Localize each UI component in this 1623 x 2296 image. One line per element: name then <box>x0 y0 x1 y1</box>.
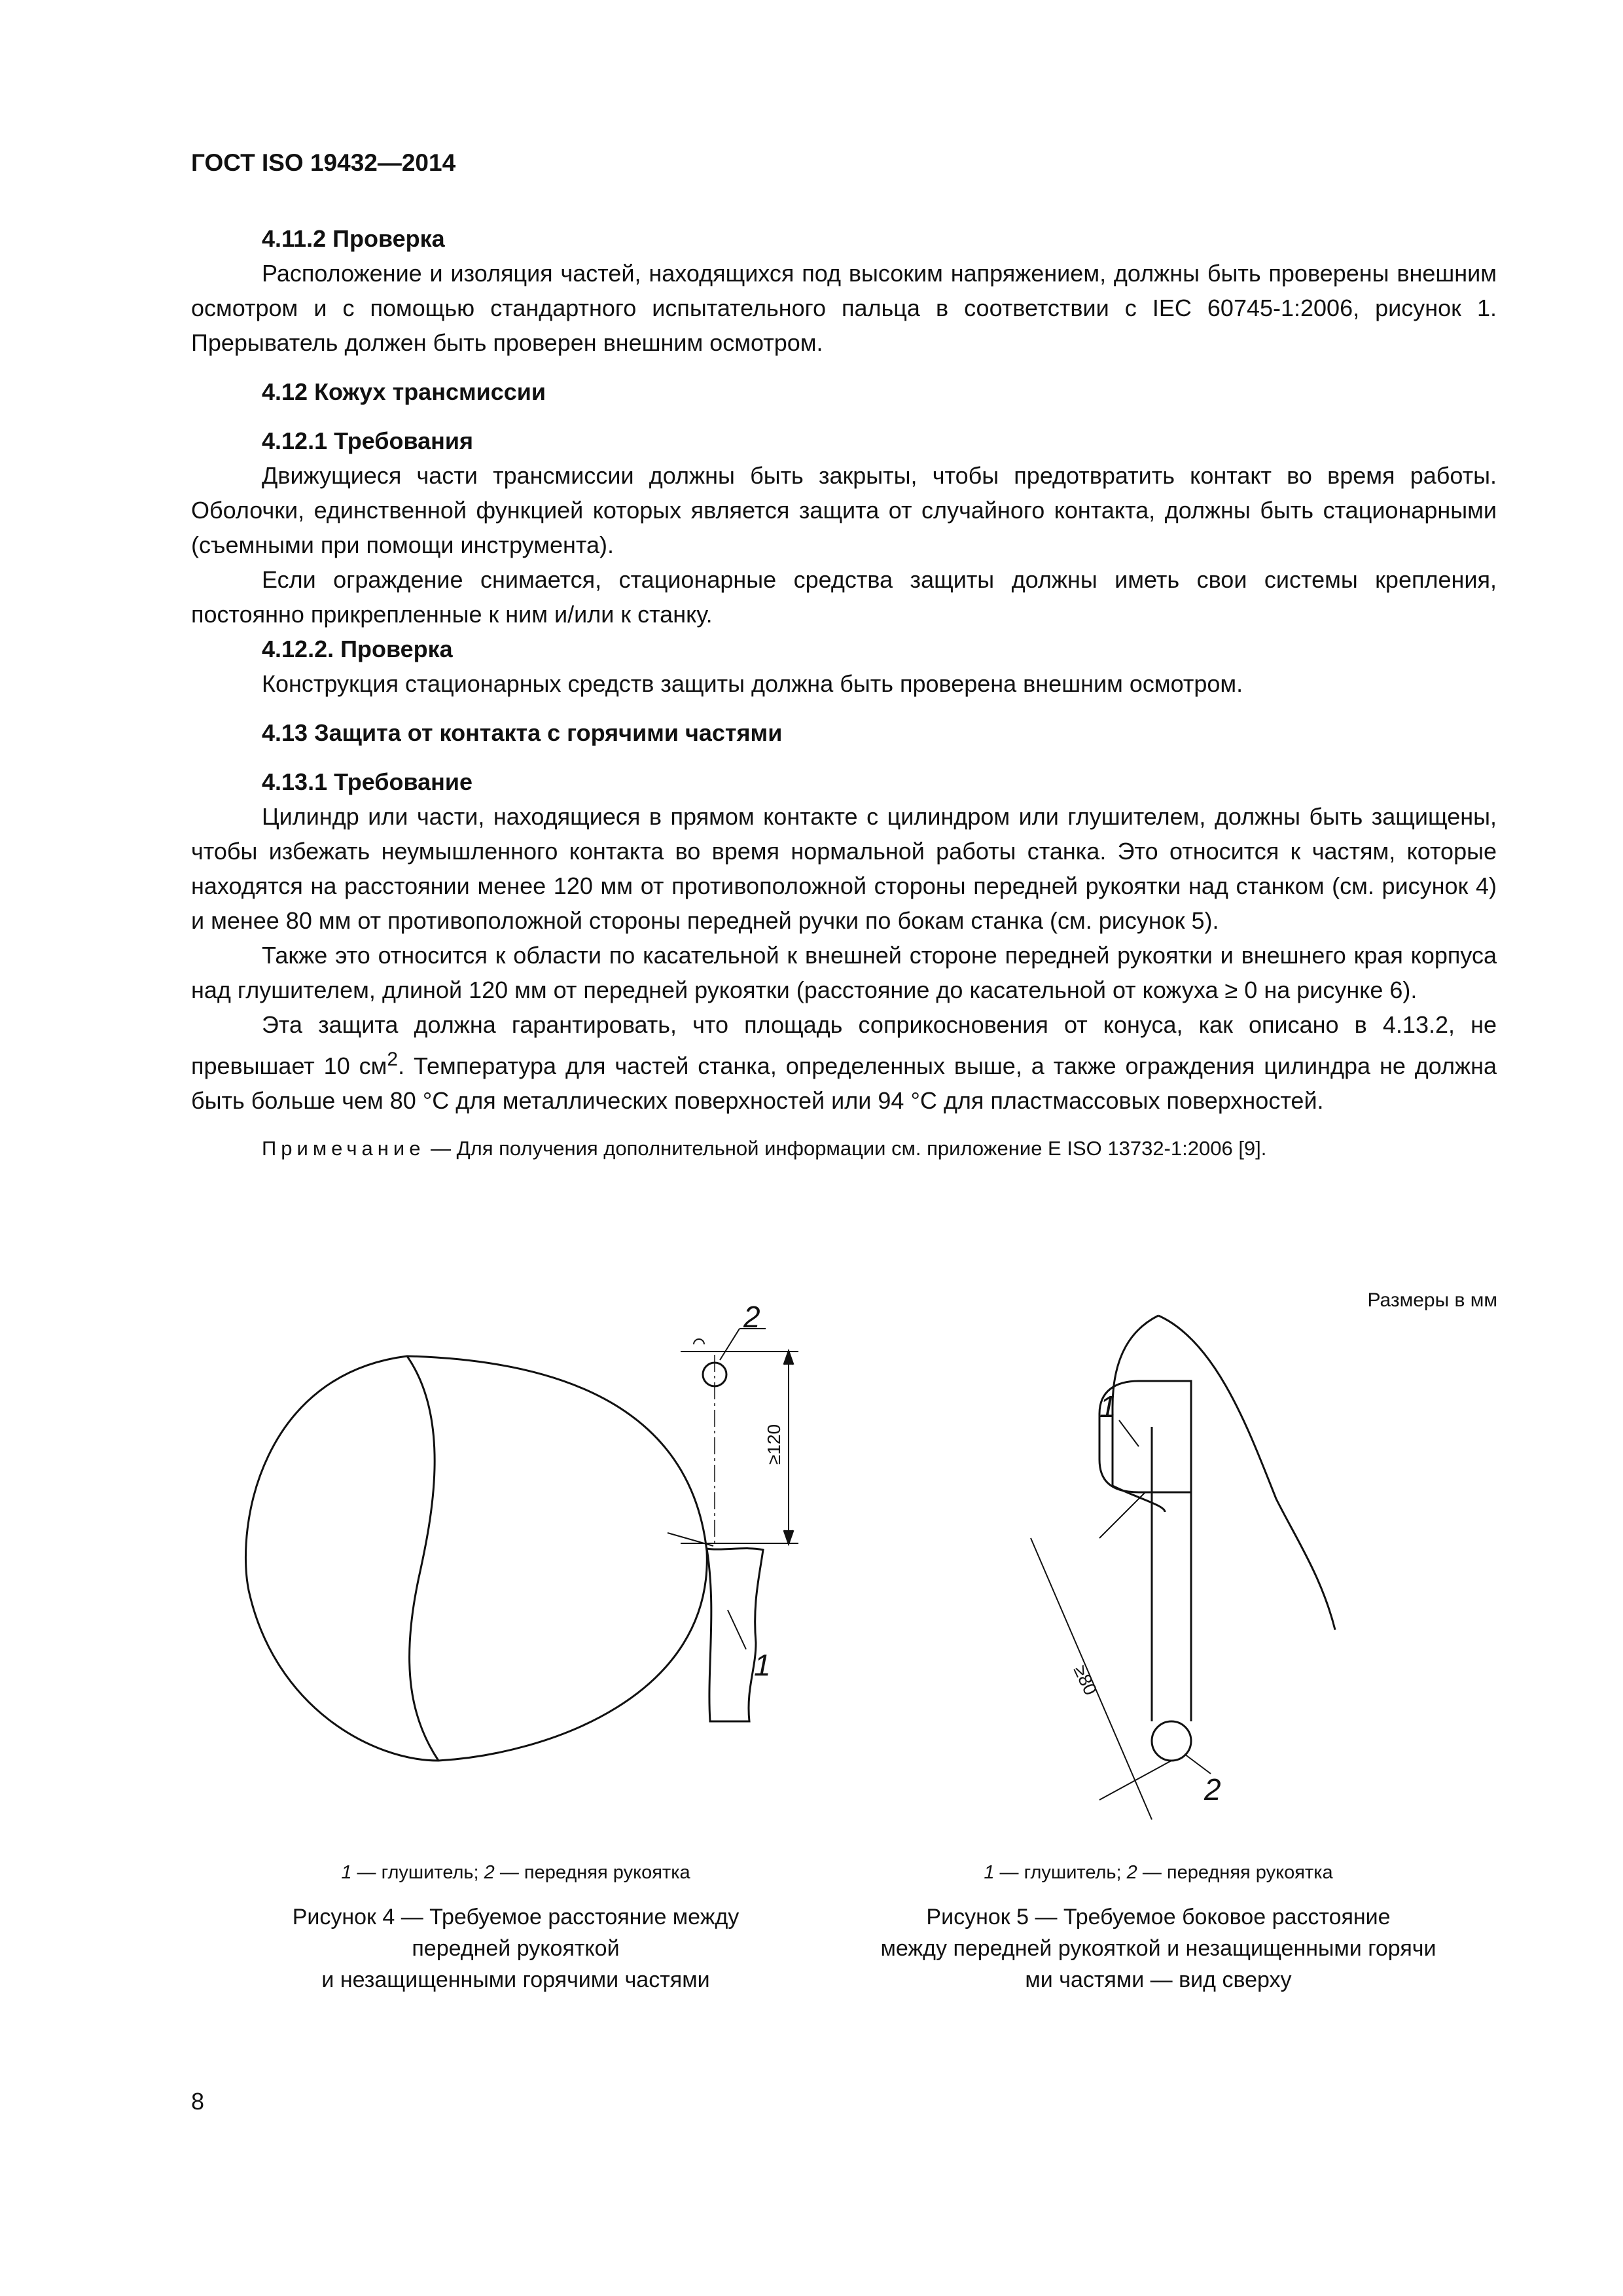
label-2: 2 <box>1204 1772 1221 1806</box>
note-text: — Для получения дополнительной информации см. приложение Е ISO 13732-1:2006 [9]. <box>425 1137 1267 1160</box>
heading-4-12-2: 4.12.2. Проверка <box>262 636 453 662</box>
housing-outline <box>1113 1316 1335 1630</box>
caption-line: между передней рукояткой и незащищенными горячи <box>880 1936 1436 1961</box>
legend-text: — глушитель; <box>351 1862 484 1883</box>
paragraph-part: . Температура для частей станка, определенных выше, а также ограждения цилиндра не должна быть больше чем 80 °С для металлических поверхностей или 94 °С для пластмассовых поверхностей. <box>191 1052 1497 1114</box>
heading-4-13: 4.13 Защита от контакта с горячими частями <box>262 719 783 746</box>
leader-line-2 <box>1185 1754 1211 1774</box>
legend-text: — передняя рукоятка <box>494 1862 690 1883</box>
legend-num: 1 <box>341 1862 352 1883</box>
legend-num: 2 <box>484 1862 495 1883</box>
figure-4-legend <box>221 1862 810 1884</box>
paragraph-4-13-1-b: Также это относится к области по касательной к внешней стороне передней рукоятки и внешнего края корпуса над глушителем, длиной 120 мм от передней рукоятки (расстояние до касательной от кожуха ≥ 0 на рисунке 6). <box>191 942 1497 1003</box>
paragraph-part: Эта защита должна гарантировать, что площадь соприкосновения от конуса, как описано в 4.13.2, не превышает 10 см <box>191 1011 1497 1079</box>
dimensions-note: Размеры в мм <box>1367 1289 1497 1311</box>
paragraph-4-11-2: Расположение и изоляция частей, находящихся под высоким напряжением, должны быть проверены внешним осмотром и с помощью стандартного испытательного пальца в соответствии с IEC 60745-1:2006, рисунок 1. Прерыватель должен быть проверен внешним осмотром. <box>191 260 1497 356</box>
legend-num: 1 <box>984 1862 995 1883</box>
figure-5-legend <box>864 1862 1453 1884</box>
note <box>191 1131 1497 1166</box>
paragraph-4-13-1-a: Цилиндр или части, находящиеся в прямом контакте с цилиндром или глушителем, должны быть защищены, чтобы избежать неумышленного контакта во время нормальной работы станка. Это относится к частям, которые находятся на расстоянии менее 120 мм от противоположной стороны передней рукоятки над станком (см. рисунок 4) и менее 80 мм от противоположной стороны передней ручки по бокам станка (см. рисунок 5). <box>191 803 1497 934</box>
muffler-outline <box>245 1356 707 1761</box>
arrow-top <box>784 1352 793 1365</box>
handle-mark <box>694 1339 704 1344</box>
label-1: 1 <box>754 1648 771 1682</box>
leader-line-1 <box>1119 1420 1139 1446</box>
caption-line: ми частями — вид сверху <box>1025 1967 1292 1992</box>
legend-num: 2 <box>1126 1862 1137 1883</box>
leader-line-1 <box>728 1610 746 1649</box>
muffler-part-1 <box>707 1549 763 1721</box>
extension-line <box>1099 1492 1145 1538</box>
heading-4-12-1: 4.12.1 Требования <box>262 427 474 454</box>
page-number: 8 <box>191 2088 205 2115</box>
arrow-bottom <box>784 1530 793 1543</box>
caption-line: Рисунок 4 — Требуемое расстояние между <box>292 1905 740 1929</box>
figure-5-drawing <box>969 1302 1414 1806</box>
caption-line: и незащищенными горячими частями <box>321 1967 710 1992</box>
caption-line: Рисунок 5 — Требуемое боковое расстояние <box>926 1905 1391 1929</box>
note-label: Примечание <box>262 1137 425 1160</box>
label-1: 1 <box>1099 1390 1116 1424</box>
main-text-block <box>191 221 1497 1166</box>
dimension-label-120: ≥120 <box>764 1424 784 1465</box>
paragraph-4-12-2: Конструкция стационарных средств защиты должна быть проверена внешним осмотром. <box>262 670 1243 697</box>
crescent-edge <box>407 1356 438 1761</box>
heading-4-11-2: 4.11.2 Проверка <box>262 225 445 252</box>
figure-4-drawing <box>223 1302 825 1774</box>
label-2: 2 <box>743 1300 760 1334</box>
legend-text: — передняя рукоятка <box>1137 1862 1333 1883</box>
figure-4-caption <box>221 1901 810 1996</box>
legend-text: — глушитель; <box>994 1862 1127 1883</box>
document-id-header: ГОСТ ISO 19432—2014 <box>191 149 456 176</box>
paragraph-4-12-1-b: Если ограждение снимается, стационарные средства защиты должны иметь свои системы крепления, постоянно прикрепленные к ним и/или к станку. <box>191 566 1497 628</box>
heading-4-13-1: 4.13.1 Требование <box>262 768 473 795</box>
caption-line: передней рукояткой <box>412 1936 620 1961</box>
figure-5-caption <box>864 1901 1453 1996</box>
dimension-label-80: ≥80 <box>1069 1662 1101 1698</box>
superscript: 2 <box>387 1049 399 1070</box>
paragraph-4-12-1-a: Движущиеся части трансмиссии должны быть закрыты, чтобы предотвратить контакт во время работы. Оболочки, единственной функцией которых является защита от случайного контакта, должны быть стационарными (съемными при помощи инструмента). <box>191 462 1497 558</box>
leader-line-2 <box>720 1329 740 1360</box>
paragraph-4-13-1-c <box>191 1007 1497 1118</box>
heading-4-12: 4.12 Кожух трансмиссии <box>262 378 546 405</box>
